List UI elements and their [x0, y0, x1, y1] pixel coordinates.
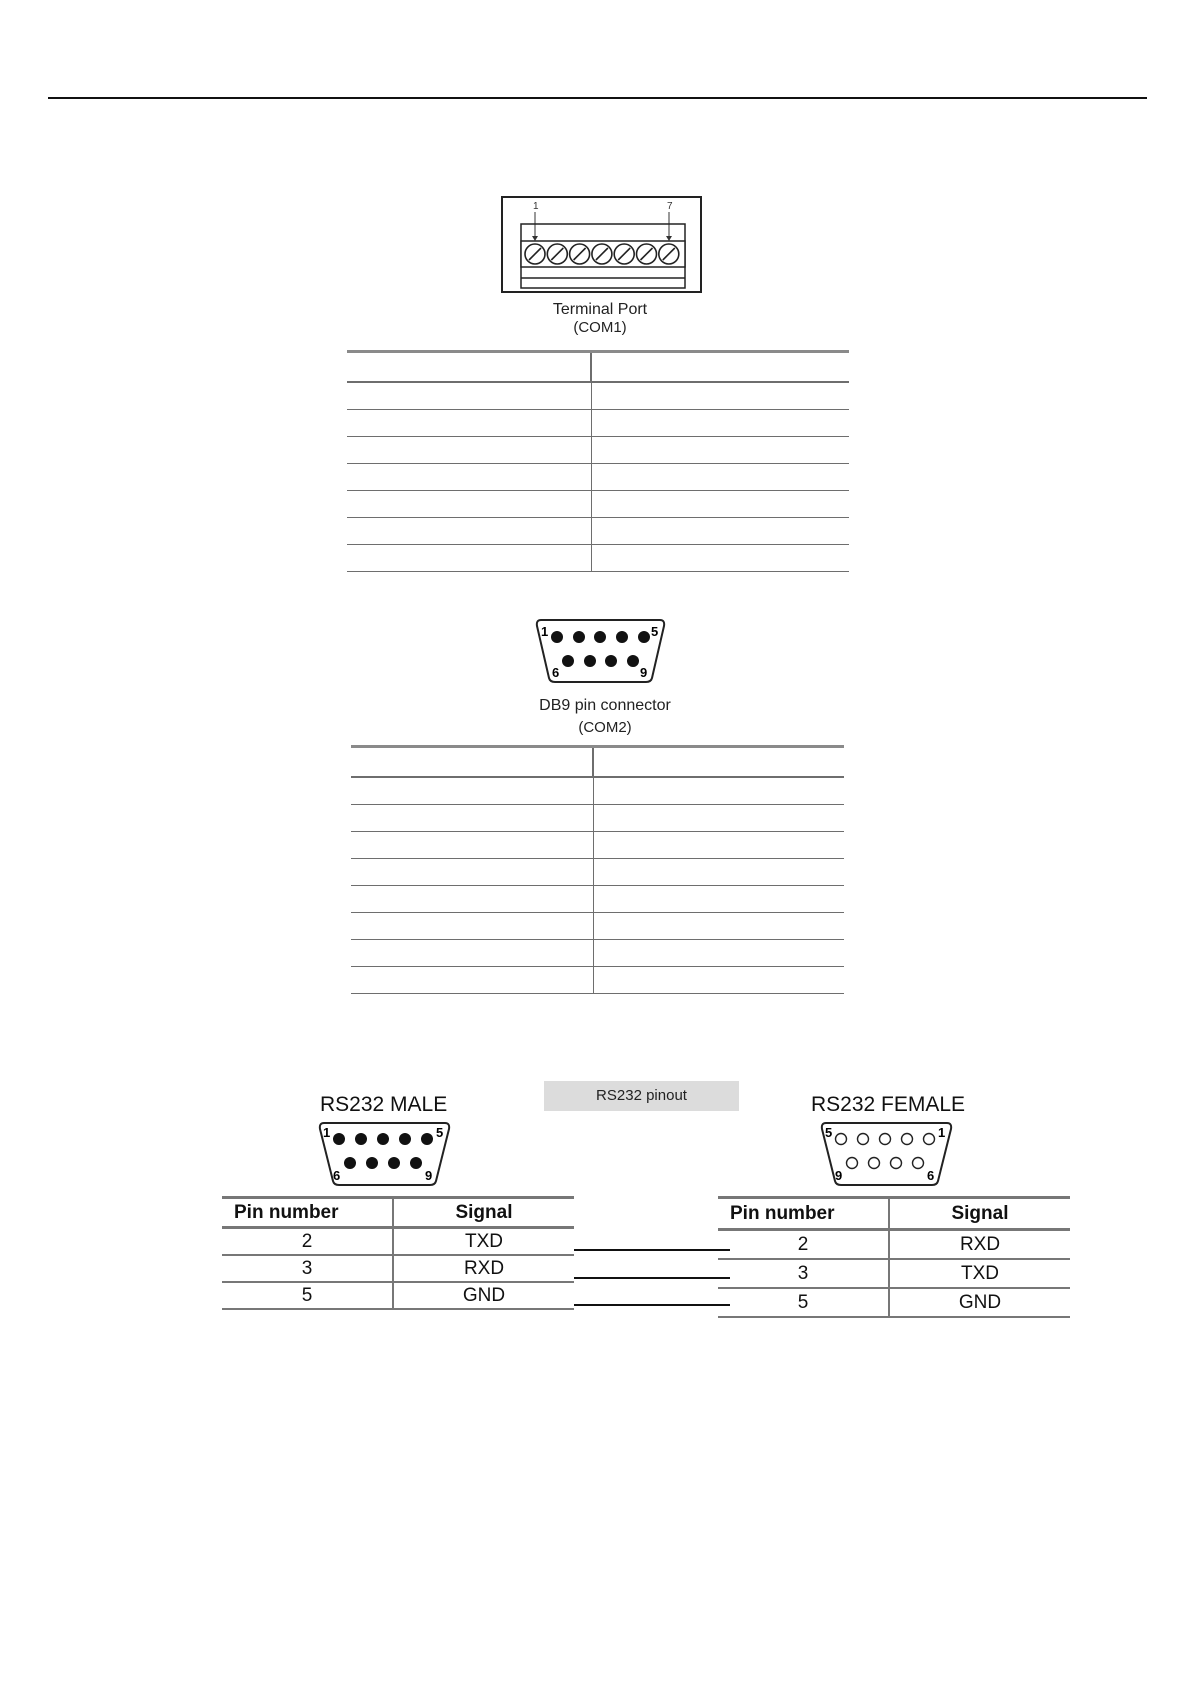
table-row: [718, 1288, 1070, 1317]
table-cell: [351, 832, 593, 859]
table-row: [718, 1259, 1070, 1288]
terminal-port-title: Terminal Port: [552, 301, 648, 318]
table-cell: [591, 518, 849, 545]
rs232-pinout-label: RS232 pinout: [544, 1081, 739, 1111]
table-cell: [591, 382, 849, 410]
table-cell: [593, 967, 844, 994]
db9-pin-1-label: 1: [541, 624, 549, 639]
signal-cell: TXD: [393, 1228, 574, 1256]
female-pin-bottom-right-label: 6: [927, 1168, 935, 1183]
female-pin-bottom-left-label: 9: [835, 1168, 843, 1183]
table-cell: [591, 545, 849, 572]
table-cell: [347, 410, 591, 437]
wire-txd-rxd: [574, 1249, 730, 1251]
signal-header: Signal: [889, 1198, 1070, 1230]
db9-connector-icon: [535, 616, 666, 684]
male-pin-top-right-label: 5: [436, 1125, 444, 1140]
terminal-port-subtitle: (COM1): [573, 319, 627, 336]
table-cell: [593, 747, 844, 778]
signal-header: Signal: [393, 1198, 574, 1228]
table-cell: [351, 747, 593, 778]
table-cell: [347, 352, 591, 383]
db9-pin-5-label: 5: [651, 624, 659, 639]
rs232-female-title: RS232 FEMALE: [811, 1093, 966, 1116]
table-cell: [351, 886, 593, 913]
table-cell: [593, 940, 844, 967]
db9-title: DB9 pin connector: [539, 697, 671, 714]
signal-cell: RXD: [889, 1230, 1070, 1260]
table-cell: [347, 545, 591, 572]
male-pin-bottom-left-label: 6: [333, 1168, 341, 1183]
table-cell: [593, 913, 844, 940]
pin-number-cell: 3: [222, 1255, 393, 1282]
rs232-male-table: [222, 1196, 574, 1310]
table-cell: [347, 382, 591, 410]
terminal-pin-last-label: 7: [667, 201, 673, 212]
table-cell: [351, 967, 593, 994]
table-cell: [593, 805, 844, 832]
rs232-female-connector-icon: [820, 1120, 953, 1187]
rs232-female-table: [718, 1196, 1070, 1318]
signal-cell: RXD: [393, 1255, 574, 1282]
table-cell: [593, 859, 844, 886]
table-row: [222, 1228, 574, 1256]
signal-cell: TXD: [889, 1259, 1070, 1288]
table-cell: [593, 886, 844, 913]
com1-pin-table: [347, 350, 849, 572]
terminal-port-icon: [501, 196, 702, 294]
female-pin-top-right-label: 1: [938, 1125, 946, 1140]
table-cell: [351, 777, 593, 805]
rs232-male-connector-icon: [318, 1120, 451, 1187]
table-row: [222, 1255, 574, 1282]
page-header-rule: [48, 97, 1147, 99]
table-cell: [351, 913, 593, 940]
signal-cell: GND: [393, 1282, 574, 1309]
pin-number-cell: 5: [222, 1282, 393, 1309]
table-cell: [591, 437, 849, 464]
signal-cell: GND: [889, 1288, 1070, 1317]
table-cell: [347, 491, 591, 518]
terminal-pin-first-label: 1: [533, 201, 539, 212]
pin-number-header: Pin number: [718, 1198, 889, 1230]
male-pin-bottom-right-label: 9: [425, 1168, 433, 1183]
table-row: [222, 1282, 574, 1309]
terminal-port-caption: [500, 301, 700, 336]
table-cell: [347, 464, 591, 491]
pin-number-cell: 5: [718, 1288, 889, 1317]
table-cell: [351, 805, 593, 832]
db9-caption: [500, 697, 710, 736]
table-cell: [593, 832, 844, 859]
table-cell: [593, 777, 844, 805]
table-cell: [591, 352, 849, 383]
pin-number-cell: 2: [222, 1228, 393, 1256]
db9-pin-6-label: 6: [552, 665, 560, 680]
db9-pin-9-label: 9: [640, 665, 648, 680]
male-pin-top-left-label: 1: [323, 1125, 331, 1140]
pin-number-cell: 2: [718, 1230, 889, 1260]
db9-subtitle: (COM2): [578, 719, 632, 736]
wire-gnd-gnd: [574, 1304, 730, 1306]
pin-number-cell: 3: [718, 1259, 889, 1288]
table-cell: [591, 410, 849, 437]
table-cell: [351, 940, 593, 967]
rs232-male-title: RS232 MALE: [320, 1093, 448, 1116]
table-row: [718, 1230, 1070, 1260]
table-cell: [591, 491, 849, 518]
pin-number-header: Pin number: [222, 1198, 393, 1228]
table-cell: [347, 437, 591, 464]
table-cell: [591, 464, 849, 491]
table-cell: [347, 518, 591, 545]
female-pin-top-left-label: 5: [825, 1125, 833, 1140]
wire-rxd-txd: [574, 1277, 730, 1279]
com2-pin-table: [351, 745, 844, 994]
table-cell: [351, 859, 593, 886]
